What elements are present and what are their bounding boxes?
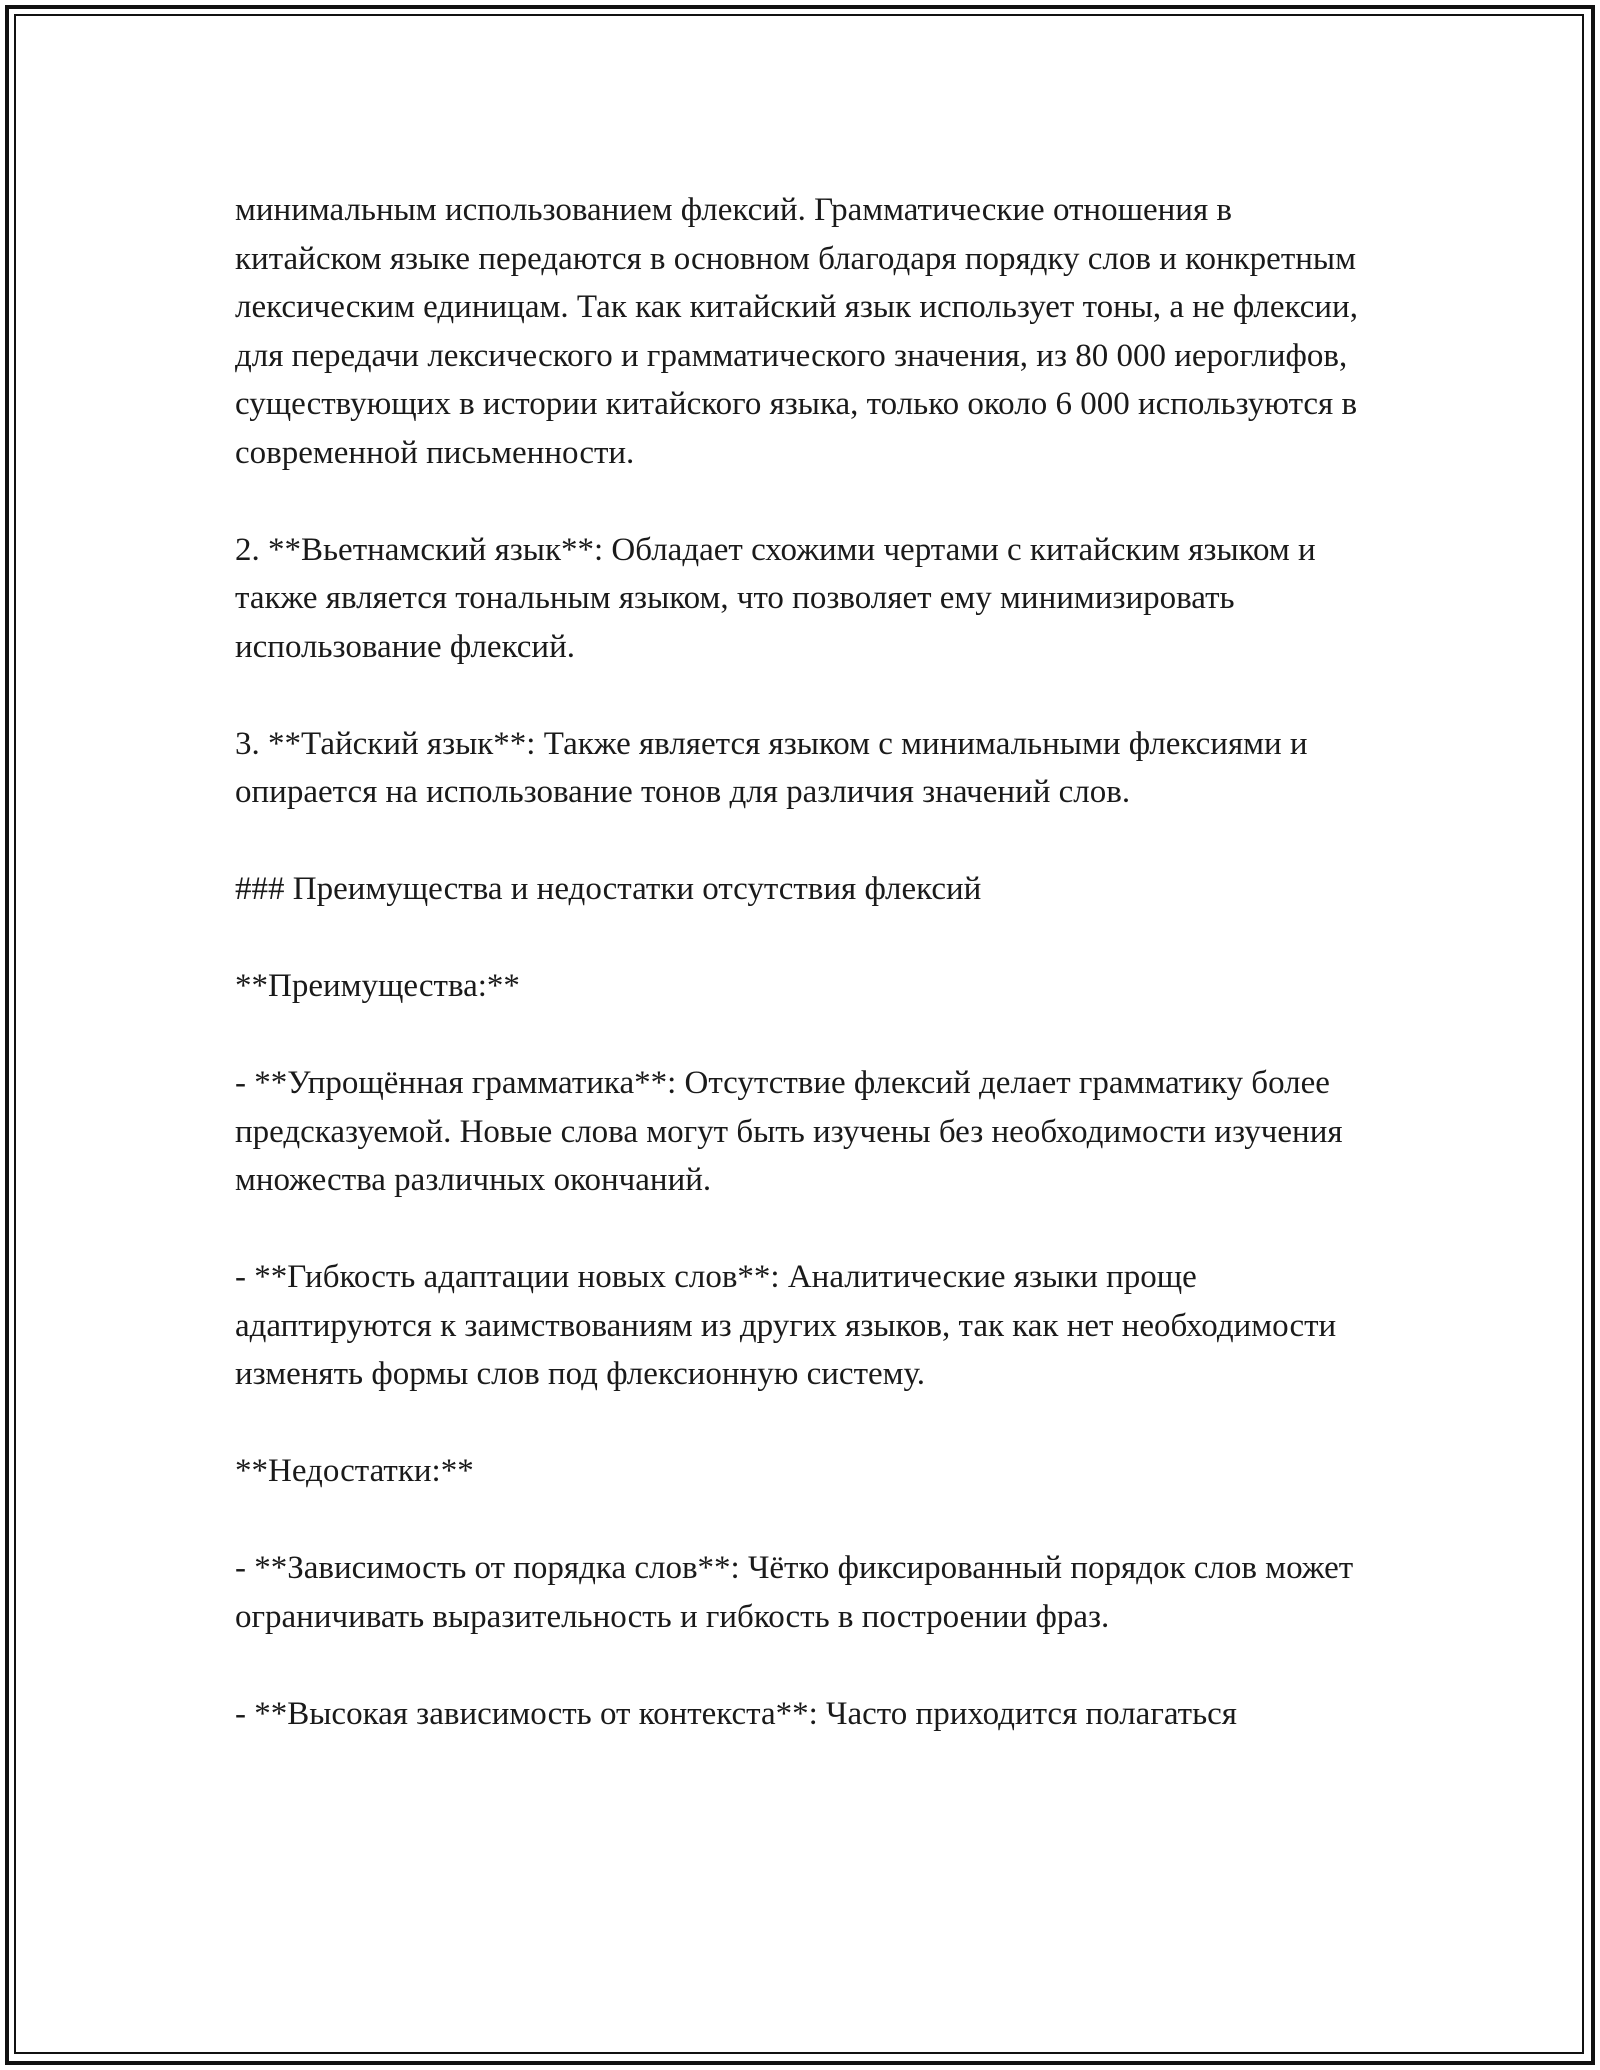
list-item-thai: 3. **Тайский язык**: Также является языком с минимальными флексиями и опирается на использование тонов для различия значений слов. <box>235 725 1308 810</box>
advantage-item-grammar: - **Упрощённая грамматика**: Отсутствие флексий делает грамматику более предсказуемой. Новые слова могут быть изучены без необходимости изучения множества различных окончаний. <box>235 1065 1343 1198</box>
disadvantages-heading: **Недостатки:** <box>235 1453 474 1489</box>
disadvantage-item-word-order: - **Зависимость от порядка слов**: Чётко фиксированный порядок слов может ограничивать выразительность и гибкость в построении фраз. <box>235 1550 1354 1635</box>
paragraph-spacer <box>235 477 1375 526</box>
paragraph-spacer <box>235 671 1375 720</box>
section-heading: ### Преимущества и недостатки отсутствия флексий <box>235 871 982 907</box>
advantages-heading: **Преимущества:** <box>235 968 520 1004</box>
paragraph-spacer <box>235 1496 1375 1545</box>
document-body <box>235 186 1375 1738</box>
advantage-item-adaptation: - **Гибкость адаптации новых слов**: Аналитические языки проще адаптируются к заимствованиям из других языков, так как нет необходимости изменять формы слов под флексионную систему. <box>235 1259 1337 1392</box>
paragraph-spacer <box>235 1399 1375 1448</box>
paragraph-spacer <box>235 1641 1375 1690</box>
disadvantage-item-context: - **Высокая зависимость от контекста**: Часто приходится полагаться <box>235 1695 1237 1732</box>
paragraph-spacer <box>235 1011 1375 1060</box>
paragraph-spacer <box>235 817 1375 866</box>
paragraph-chinese-continuation: минимальным использованием флексий. Грамматические отношения в китайском языке передаются в основном благодаря порядку слов и конкретным лексическим единицам. Так как китайский язык использует тоны, а не флексии, для передачи лексического и грамматического значения, из 80 000 иероглифов, существующих в истории китайского языка, только около 6 000 используются в современной письменности. <box>235 192 1358 471</box>
paragraph-spacer <box>235 914 1375 963</box>
paragraph-spacer <box>235 1205 1375 1254</box>
list-item-vietnamese: 2. **Вьетнамский язык**: Обладает схожими чертами с китайским языком и также является тональным языком, что позволяет ему минимизировать использование флексий. <box>235 531 1316 665</box>
